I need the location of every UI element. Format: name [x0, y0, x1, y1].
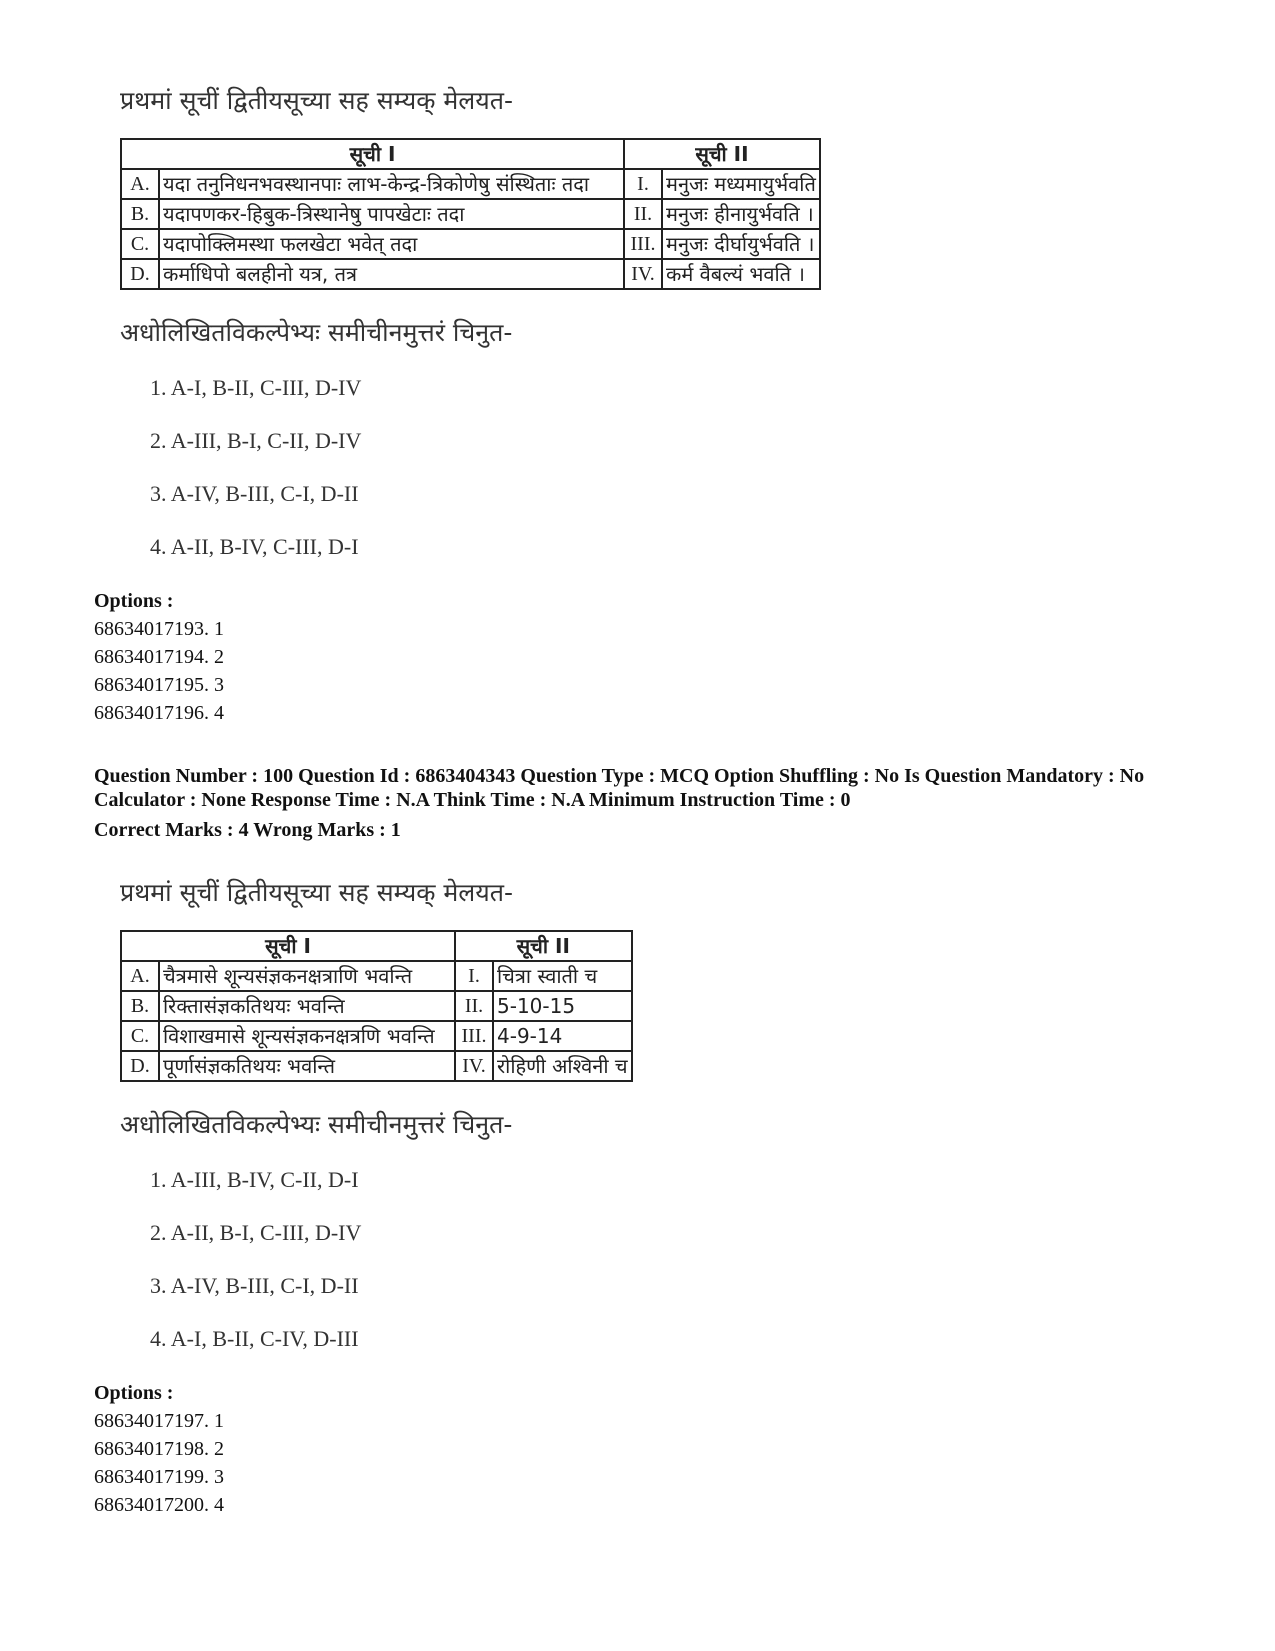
choice-4: 4. A-I, B-II, C-IV, D-III: [150, 1326, 359, 1351]
choice-3: 3. A-IV, B-III, C-I, D-II: [150, 1273, 359, 1298]
option-id: 68634017199. 3: [94, 1466, 224, 1488]
option-id: 68634017195. 3: [94, 674, 224, 696]
row-right: चित्रा स्वाती च: [493, 961, 632, 991]
table-header-row: [121, 931, 632, 961]
row-right: रोहिणी अश्विनी च: [493, 1051, 632, 1081]
row-num: IV.: [624, 259, 662, 289]
options-label: Options :: [94, 590, 174, 612]
row-left: यदापोक्लिमस्था फलखेटा भवेत् तदा: [159, 229, 624, 259]
row-num: III.: [455, 1021, 493, 1051]
row-key: A.: [121, 169, 159, 199]
match-table: [120, 138, 821, 290]
row-left: चैत्रमासे शून्यसंज्ञकनक्षत्राणि भवन्ति: [159, 961, 455, 991]
row-right: मनुजः दीर्घायुर्भवति ।: [662, 229, 820, 259]
option-id: 68634017194. 2: [94, 646, 224, 668]
table-row: [121, 259, 820, 289]
row-num: II.: [455, 991, 493, 1021]
table-row: [121, 169, 820, 199]
option-id: 68634017198. 2: [94, 1438, 224, 1460]
option-id: 68634017193. 1: [94, 618, 224, 640]
option-id: 68634017196. 4: [94, 702, 224, 724]
row-right: 5-10-15: [493, 991, 632, 1021]
choice-3: 3. A-IV, B-III, C-I, D-II: [150, 481, 359, 506]
row-key: C.: [121, 229, 159, 259]
question-marks: Correct Marks : 4 Wrong Marks : 1: [94, 819, 401, 841]
options-label: Options :: [94, 1382, 174, 1404]
list2-header: सूची II: [455, 931, 632, 961]
row-num: I.: [624, 169, 662, 199]
list1-header: सूची I: [121, 139, 624, 169]
row-num: IV.: [455, 1051, 493, 1081]
instruction: अधोलिखितविकल्पेभ्यः समीचीनमुत्तरं चिनुत-: [120, 318, 513, 347]
instruction: अधोलिखितविकल्पेभ्यः समीचीनमुत्तरं चिनुत-: [120, 1110, 513, 1139]
table-row: [121, 229, 820, 259]
row-num: III.: [624, 229, 662, 259]
row-key: D.: [121, 259, 159, 289]
table-row: [121, 199, 820, 229]
table-row: [121, 1021, 632, 1051]
row-left: यदापणकर-हिबुक-त्रिस्थानेषु पापखेटाः तदा: [159, 199, 624, 229]
choice-4: 4. A-II, B-IV, C-III, D-I: [150, 534, 359, 559]
row-left: विशाखमासे शून्यसंज्ञकनक्षत्रणि भवन्ति: [159, 1021, 455, 1051]
row-key: B.: [121, 199, 159, 229]
row-right: 4-9-14: [493, 1021, 632, 1051]
question-meta: Question Number : 100 Question Id : 6863404343 Question Type : MCQ Option Shuffling : No Is Question Mandatory : No Calculator : None Response Time : N.A Think Time : N.A Minimum Instruction Time : 0: [94, 765, 1145, 811]
choice-2: 2. A-III, B-I, C-II, D-IV: [150, 428, 362, 453]
table-row: [121, 991, 632, 1021]
option-id: 68634017200. 4: [94, 1494, 224, 1516]
option-id: 68634017197. 1: [94, 1410, 224, 1432]
table-row: [121, 961, 632, 991]
table-header-row: [121, 139, 820, 169]
list1-header: सूची I: [121, 931, 455, 961]
row-left: रिक्तासंज्ञकतिथयः भवन्ति: [159, 991, 455, 1021]
row-right: मनुजः हीनायुर्भवति ।: [662, 199, 820, 229]
choice-1: 1. A-III, B-IV, C-II, D-I: [150, 1167, 359, 1192]
match-prompt: प्रथमां सूचीं द्वितीयसूच्या सह सम्यक् मेलयत-: [120, 86, 514, 115]
row-key: A.: [121, 961, 159, 991]
row-right: मनुजः मध्यमायुर्भवति: [662, 169, 820, 199]
row-key: C.: [121, 1021, 159, 1051]
row-key: B.: [121, 991, 159, 1021]
match-prompt: प्रथमां सूचीं द्वितीयसूच्या सह सम्यक् मेलयत-: [120, 878, 514, 907]
row-left: कर्माधिपो बलहीनो यत्र, तत्र: [159, 259, 624, 289]
row-num: I.: [455, 961, 493, 991]
row-key: D.: [121, 1051, 159, 1081]
table-row: [121, 1051, 632, 1081]
row-left: पूर्णासंज्ञकतिथयः भवन्ति: [159, 1051, 455, 1081]
row-num: II.: [624, 199, 662, 229]
row-left: यदा तनुनिधनभवस्थानपाः लाभ-केन्द्र-त्रिकोणेषु संस्थिताः तदा: [159, 169, 624, 199]
match-table: [120, 930, 633, 1082]
choice-1: 1. A-I, B-II, C-III, D-IV: [150, 375, 362, 400]
choice-2: 2. A-II, B-I, C-III, D-IV: [150, 1220, 362, 1245]
row-right: कर्म वैबल्यं भवति ।: [662, 259, 820, 289]
list2-header: सूची II: [624, 139, 820, 169]
